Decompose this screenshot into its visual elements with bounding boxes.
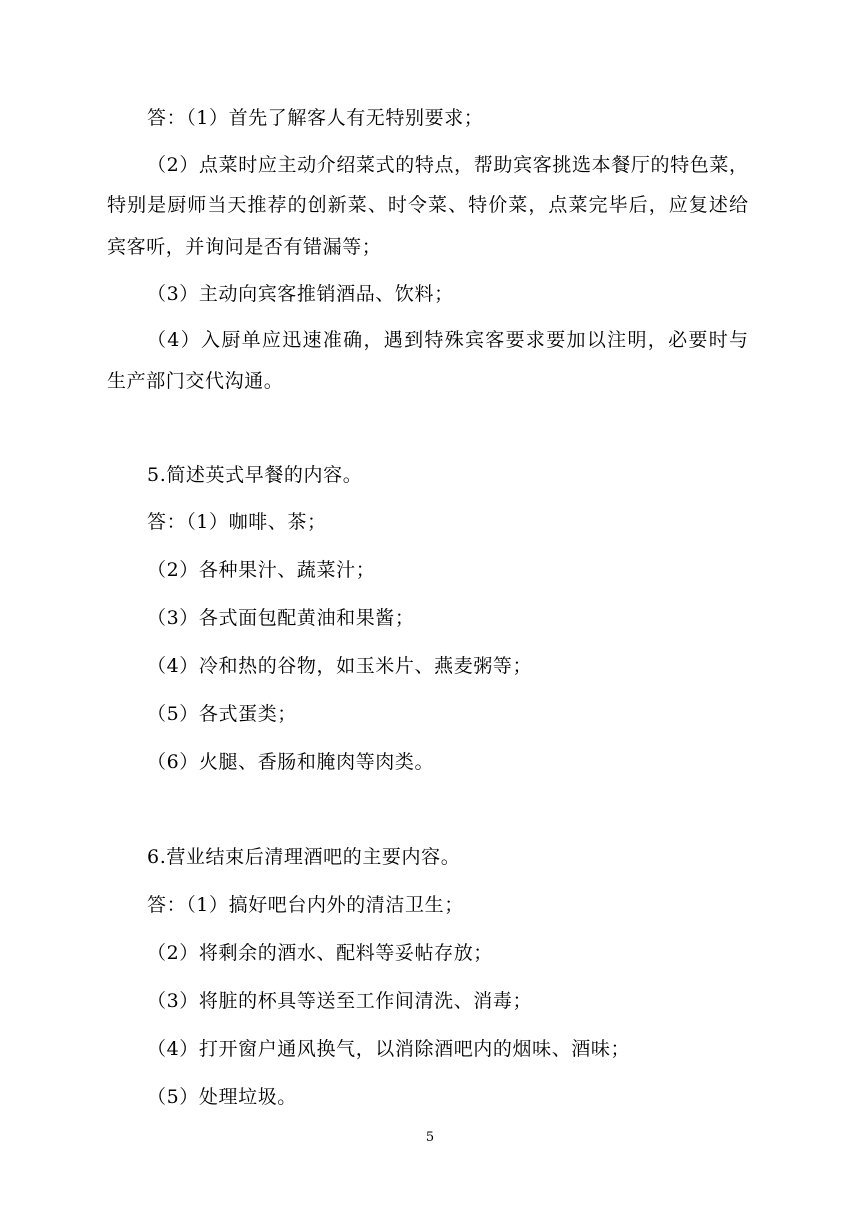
answer-line: （3）各式面包配黄油和果酱；	[147, 607, 415, 629]
question-heading: 6.营业结束后清理酒吧的主要内容。	[147, 846, 461, 868]
answer-line: 生产部门交代沟通。	[107, 370, 284, 392]
page-number: 5	[425, 1130, 435, 1145]
answer-line: 特别是厨师当天推荐的创新菜、时令菜、特价菜，点菜完毕后，应复述给	[107, 194, 748, 216]
answer-line: （3）将脏的杯具等送至工作间清洗、消毒；	[147, 990, 533, 1012]
answer-line: （4）入厨单应迅速准确，遇到特殊宾客要求要加以注明，必要时与	[147, 329, 748, 351]
answer-line: 答：（1）搞好吧台内外的清洁卫生；	[147, 894, 464, 916]
answer-line: （5）各式蛋类；	[147, 703, 297, 725]
answer-line: （2）点菜时应主动介绍菜式的特点，帮助宾客挑选本餐厅的特色菜，	[147, 154, 748, 176]
answer-line: （4）打开窗户通风换气，以消除酒吧内的烟味、酒味；	[147, 1038, 631, 1060]
answer-line: 宾客听，并询问是否有错漏等；	[107, 236, 382, 258]
answer-line: （4）冷和热的谷物，如玉米片、燕麦粥等；	[147, 655, 533, 677]
answer-line: 答：（1）首先了解客人有无特别要求；	[147, 107, 484, 129]
answer-line: （6）火腿、香肠和腌肉等肉类。	[147, 751, 435, 773]
answer-line: （5）处理垃圾。	[147, 1086, 297, 1108]
answer-line: 答：（1）咖啡、茶；	[147, 511, 327, 533]
answer-line: （3）主动向宾客推销酒品、饮料；	[147, 283, 454, 305]
question-heading: 5.简述英式早餐的内容。	[147, 464, 363, 486]
answer-line: （2）各种果汁、蔬菜汁；	[147, 559, 376, 581]
answer-line: （2）将剩余的酒水、配料等妥帖存放；	[147, 942, 493, 964]
